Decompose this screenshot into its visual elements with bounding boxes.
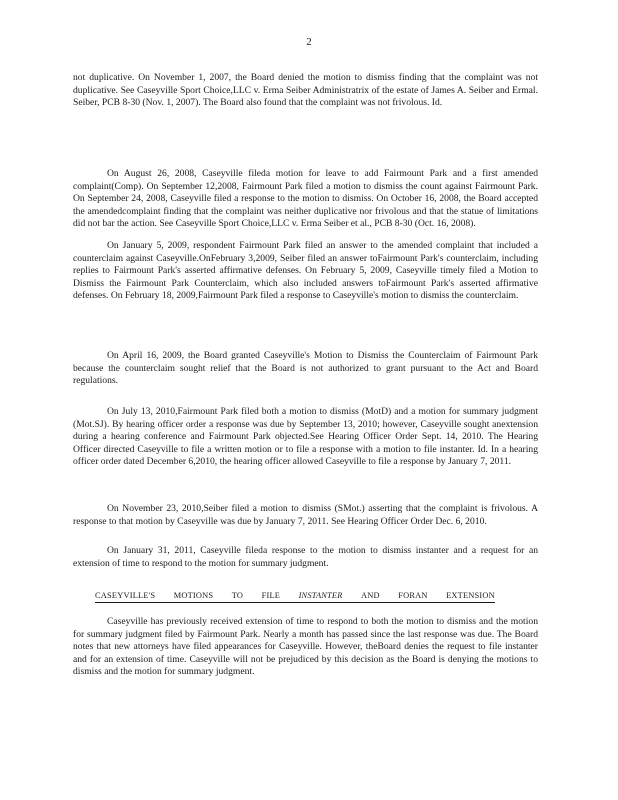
paragraph-4-text: On April 16, 2009, the Board granted Caseyville's Motion to Dismiss the Counterclaim of Fairmount Park because the counterclaim sought relief that the Board is not authorized to grant pursuant to the Act and Board regulations. (73, 350, 538, 387)
paragraph-6 (73, 503, 538, 528)
paragraph-5 (73, 406, 538, 469)
heading-word: FORAN (398, 591, 428, 600)
heading-word: MOTIONS (173, 591, 214, 600)
paragraph-3 (73, 240, 538, 303)
page-number: 2 (306, 36, 312, 48)
section-heading (95, 590, 495, 603)
heading-word: CASEYVILLE'S (95, 591, 156, 600)
paragraph-1 (73, 72, 538, 110)
paragraph-3-text: On January 5, 2009, respondent Fairmount Park filed an answer to the amended complaint that included a counterclaim against Caseyville.OnFebruary 3,2009, Seiber filed an answer toFairmount Park's counterclaim, including replies to Fairmount Park's asserted affirmative defenses. On February 5, 2009, Caseyville timely filed a Motion to Dismiss the Fairmount Park Counterclaim, which also included answers toFairmount Park's asserted affirmative defenses. On February 18, 2009,Fairmount Park filed a response to Caseyville's motion to dismiss the counterclaim. (73, 240, 538, 302)
paragraph-2-text: On August 26, 2008, Caseyville fileda motion for leave to add Fairmount Park and a first amended complaint(Comp). On September 12,2008, Fairmount Park filed a motion to dismiss the count against Fairmount Park. On September 24, 2008, Caseyville filed a response to the motion to dismiss. On October 16, 2008, the Board accepted the amendedcomplaint finding that the complaint was neither duplicative nor frivolous and that the statue of limitations did not bar the action. See Caseyville Sport Choice,LLC v. Erma Seiber et al., PCB 8-30 (Oct. 16, 2008). (73, 168, 538, 230)
paragraph-4 (73, 350, 538, 388)
heading-word: TO (231, 591, 244, 600)
paragraph-7 (73, 545, 538, 570)
paragraph-8-text: Caseyville has previously received extension of time to respond to both the motion to dismiss and the motion for summary judgment filed by Fairmount Park. Nearly a month has passed since the last response was due. The Board notes that new attorneys have filed appearances for Caseyville. However, theBoard denies the request to file instanter and for an extension of time. Caseyville will not be prejudiced by this decision as the Board is denying the motions to dismiss and the motion for summary judgment. (73, 616, 538, 678)
heading-word: EXTENSION (446, 591, 495, 600)
heading-word: INSTANTER (298, 591, 343, 600)
paragraph-1-text: not duplicative. On November 1, 2007, the Board denied the motion to dismiss finding that the complaint was not duplicative. See Caseyville Sport Choice,LLC v. Erma Seiber Administratrix of the estate of James A. Seiber and Ermal. Seiber, PCB 8-30 (Nov. 1, 2007). The Board also found that the complaint was not frivolous. Id. (73, 72, 538, 109)
paragraph-2 (73, 168, 538, 231)
heading-word: AND (361, 591, 380, 600)
paragraph-5-text: On July 13, 2010,Fairmount Park filed both a motion to dismiss (MotD) and a motion for summary judgment (Mot.SJ). By hearing officer order a response was due by September 13, 2010; however, Caseyville sought anextension during a hearing conference and Fairmount Park objected.See Hearing Officer Order Sept. 14, 2010. The Hearing Officer directed Caseyville to file a written motion or to file a response with a motion to file instanter. Id. In a hearing officer order dated December 6,2010, the hearing officer allowed Caseyville to file a response by January 7, 2011. (73, 406, 538, 468)
paragraph-7-text: On January 31, 2011, Caseyville fileda response to the motion to dismiss instanter and a request for an extension of time to respond to the motion for summary judgment. (73, 545, 538, 569)
heading-word: FILE (261, 591, 281, 600)
paragraph-8 (73, 616, 538, 679)
paragraph-6-text: On November 23, 2010,Seiber filed a motion to dismiss (SMot.) asserting that the complaint is frivolous. A response to that motion by Caseyville was due by January 7, 2011. See Hearing Officer Order Dec. 6, 2010. (73, 503, 538, 527)
